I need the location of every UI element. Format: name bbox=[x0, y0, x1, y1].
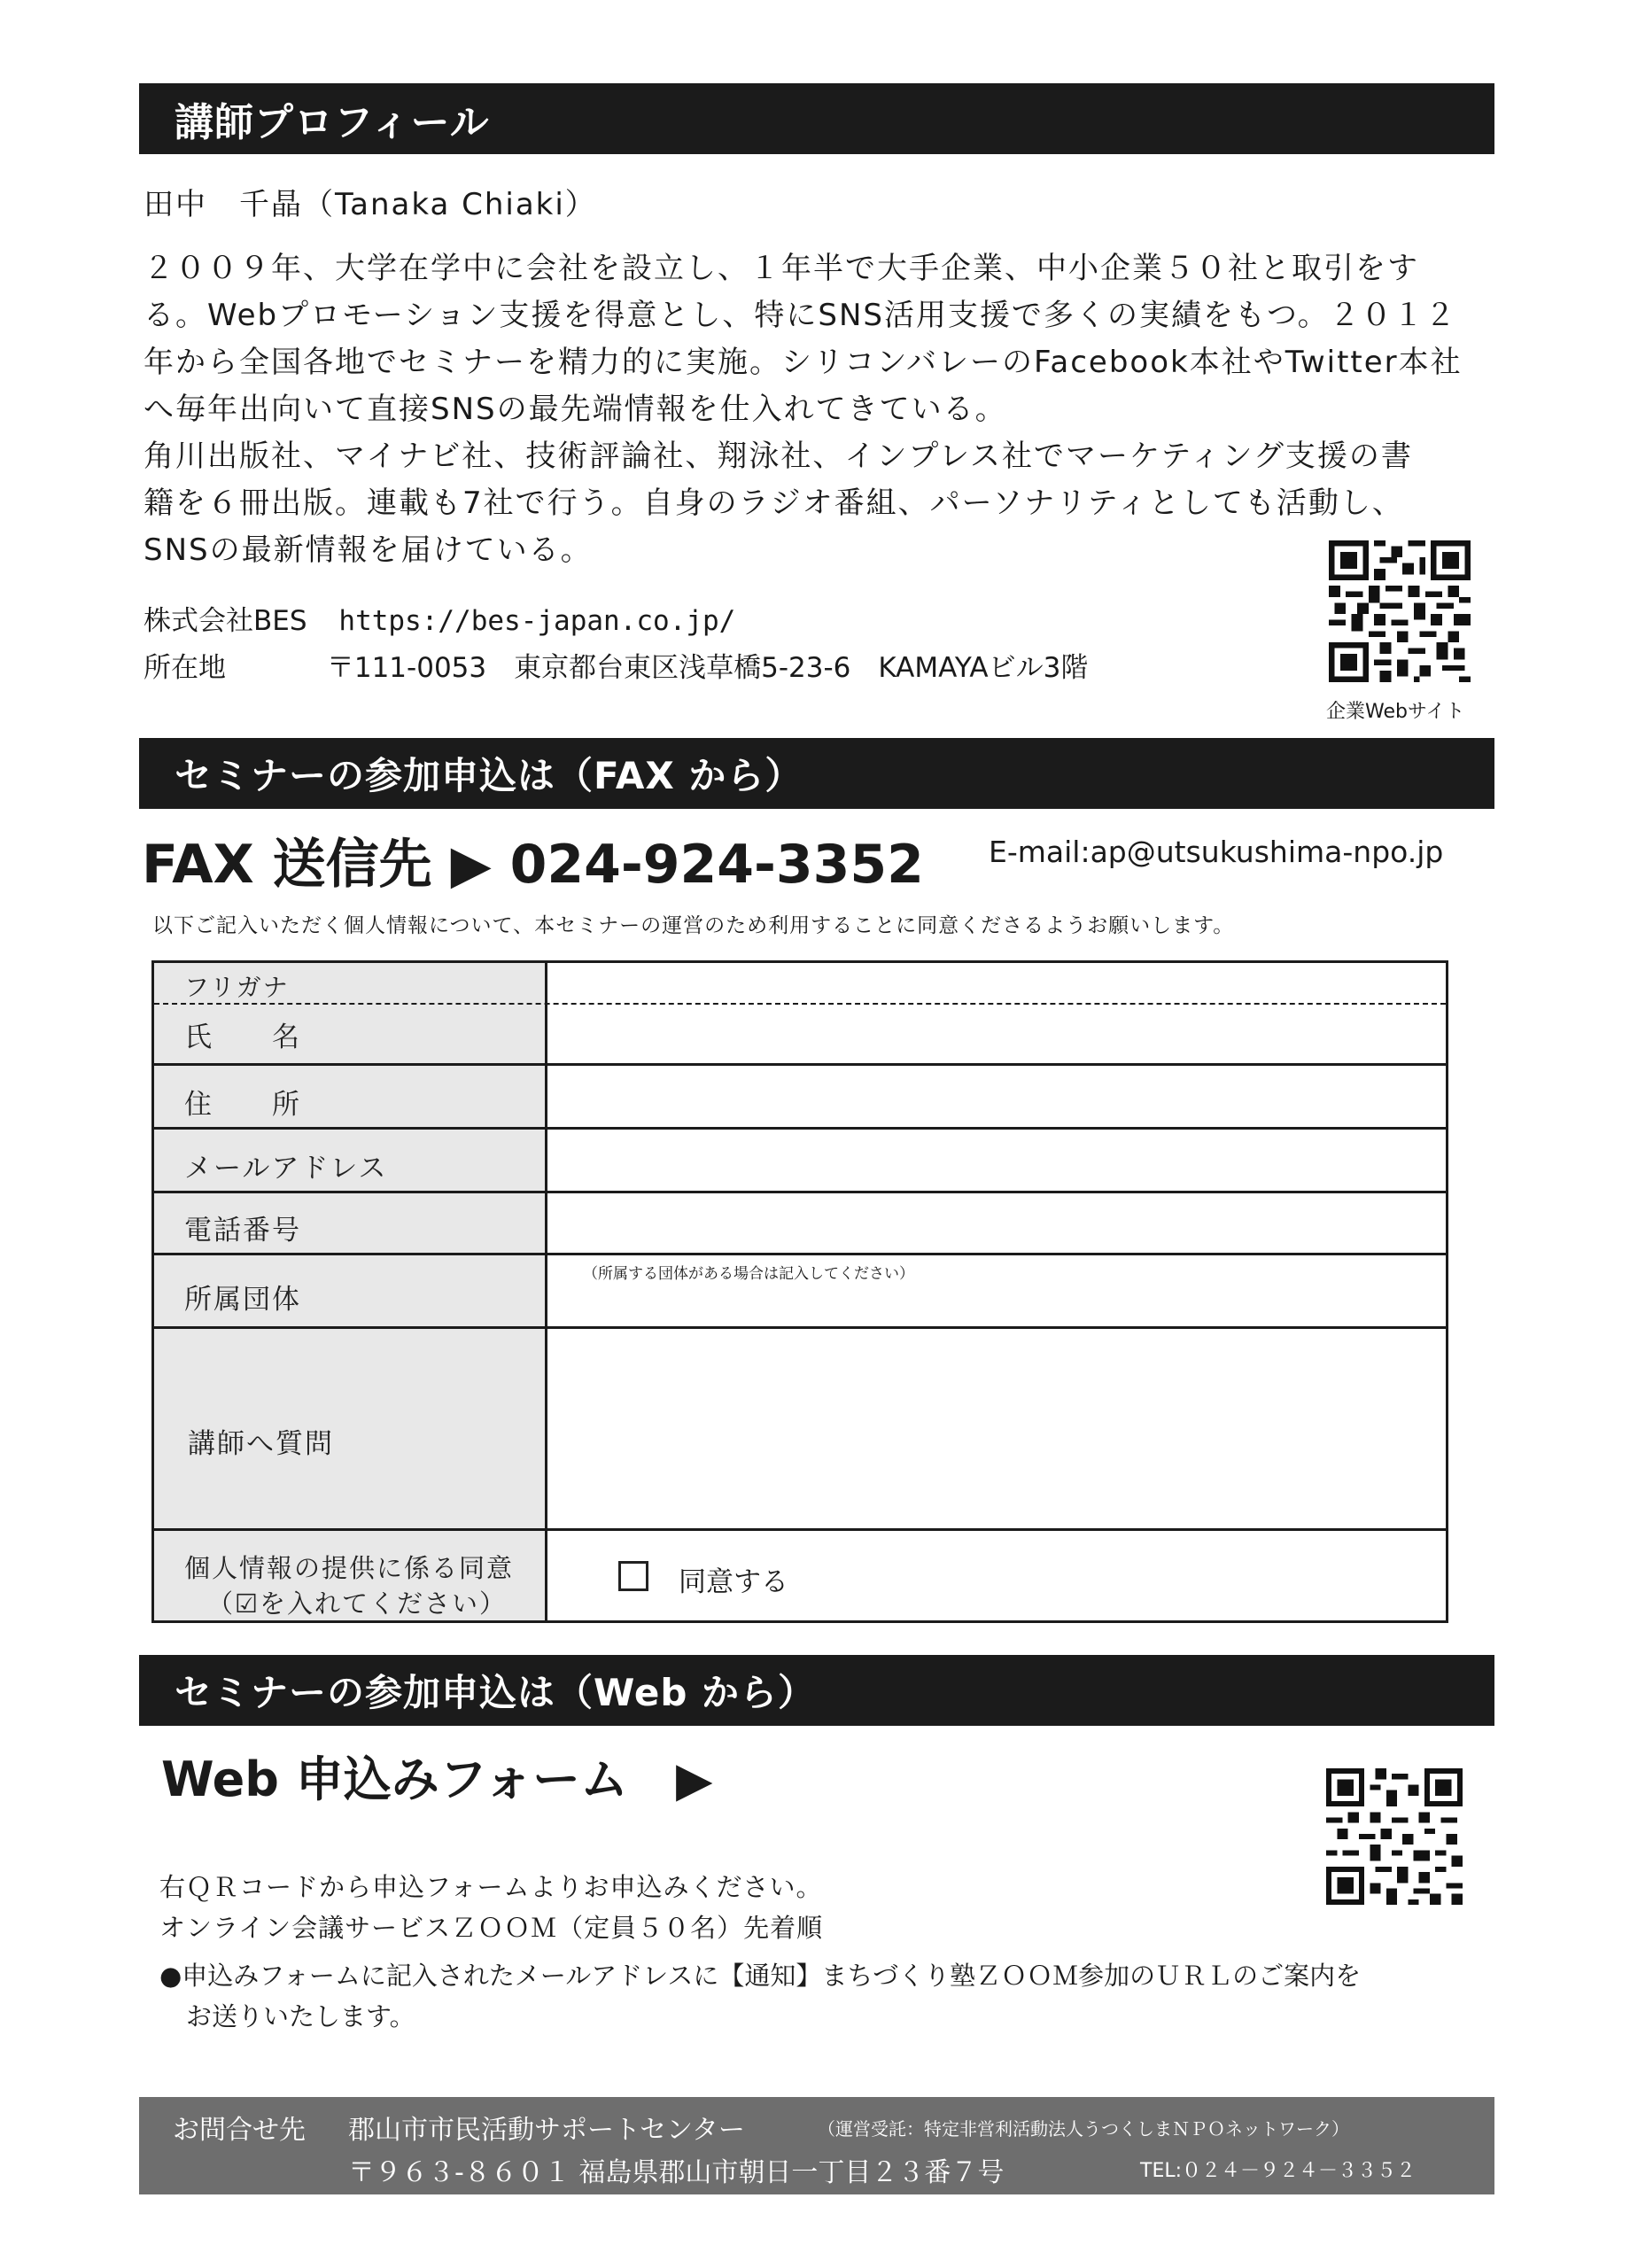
fax-label: FAX 送信先 bbox=[142, 834, 432, 896]
address-row bbox=[154, 1063, 1446, 1127]
question-field-label: 講師へ質問 bbox=[188, 1428, 334, 1460]
lecturer-bio bbox=[144, 245, 1508, 574]
question-label-cell bbox=[154, 1329, 547, 1528]
footer-address: 〒９６３-８６０１ 福島県郡山市朝日一丁目２３番７号 bbox=[348, 2157, 1005, 2188]
bio-line: ２００９年、大学在学中に会社を設立し、１年半で大手企業、中小企業５０社と取引をす bbox=[144, 251, 1419, 286]
application-form bbox=[151, 960, 1448, 1623]
email-row bbox=[154, 1127, 1446, 1191]
web-line-1: 右ＱＲコードから申込フォームよりお申込みください。 bbox=[159, 1872, 823, 1902]
phone-field-label: 電話番号 bbox=[184, 1215, 301, 1247]
email-label-cell bbox=[154, 1130, 547, 1191]
consent-checkbox[interactable] bbox=[618, 1561, 648, 1591]
name-input-cell[interactable] bbox=[547, 963, 1446, 1063]
footer-label: お問合せ先 bbox=[173, 2115, 306, 2146]
footer-operator: （運営受託：特定非営利活動法人うつくしまＮＰＯネットワーク） bbox=[818, 2118, 1349, 2140]
fax-heading-bar bbox=[139, 738, 1494, 809]
web-note-line-1: ●申込みフォームに記入されたメールアドレスに【通知】まちづくり塾ＺＯＯＭ参加のＵＲＬのご案内を bbox=[159, 1961, 1362, 1991]
organization-hint: （所属する団体がある場合は記入してください） bbox=[583, 1265, 914, 1283]
company-row bbox=[144, 598, 735, 638]
organization-input[interactable] bbox=[547, 1255, 1446, 1326]
web-line-2: オンライン会議サービスＺＯＯＭ（定員５０名）先着順 bbox=[159, 1913, 824, 1943]
web-note-line-2: お送りいたします。 bbox=[186, 2001, 415, 2031]
fax-number: 024-924-3352 bbox=[509, 834, 924, 896]
question-row bbox=[154, 1326, 1446, 1528]
web-form-title[interactable]: Web 申込みフォーム ▶ bbox=[161, 1751, 713, 1807]
address-label-cell bbox=[154, 1066, 547, 1127]
consent-label-cell bbox=[154, 1531, 547, 1620]
consent-field-label: 個人情報の提供に係る同意 bbox=[184, 1553, 515, 1583]
consent-cell bbox=[547, 1531, 1446, 1620]
address-label: 所在地 bbox=[144, 652, 226, 684]
bio-line: 籍を６冊出版。連載も7社で行う。自身のラジオ番組、パーソナリティとしても活動し、 bbox=[144, 485, 1404, 521]
company-url-link[interactable]: https://bes-japan.co.jp/ bbox=[338, 605, 736, 637]
name-input[interactable] bbox=[547, 1006, 1446, 1063]
address-row bbox=[144, 645, 1088, 685]
organization-field-label: 所属団体 bbox=[184, 1284, 301, 1316]
consent-note: 以下ご記入いただく個人情報について、本セミナーの運営のため利用することに同意くださるようお願いします。 bbox=[152, 914, 1235, 937]
consent-row bbox=[154, 1528, 1446, 1620]
furigana-input[interactable] bbox=[547, 963, 1446, 1003]
organization-row bbox=[154, 1253, 1446, 1326]
lecturer-name: 田中 千晶（Tanaka Chiaki） bbox=[144, 187, 597, 222]
email-input[interactable] bbox=[547, 1130, 1446, 1191]
company-address: 〒111-0053 東京都台東区浅草橋5-23-6 KAMAYAビル3階 bbox=[326, 652, 1089, 684]
furigana-divider bbox=[154, 1003, 1446, 1005]
question-input[interactable] bbox=[547, 1329, 1446, 1528]
company-qr-code-icon[interactable] bbox=[1329, 540, 1471, 682]
qr-caption: 企業Webサイト bbox=[1326, 701, 1465, 723]
fax-heading: セミナーの参加申込は（FAX から） bbox=[175, 754, 803, 797]
bio-line: へ毎年出向いて直接SNSの最先端情報を仕入れてきている。 bbox=[144, 392, 1007, 427]
bio-line: SNSの最新情報を届けている。 bbox=[144, 532, 593, 568]
phone-row bbox=[154, 1191, 1446, 1253]
email-field-label: メールアドレス bbox=[184, 1153, 388, 1184]
bio-line: 角川出版社、マイナビ社、技術評論社、翔泳社、インプレス社でマーケティング支援の書 bbox=[144, 439, 1413, 474]
address-field-label: 住 所 bbox=[184, 1089, 301, 1121]
profile-heading: 講師プロフィール bbox=[175, 100, 490, 145]
fax-destination bbox=[142, 822, 924, 898]
address-input[interactable] bbox=[547, 1066, 1446, 1127]
consent-option-label: 同意する bbox=[679, 1566, 788, 1598]
contact-email-link[interactable]: E-mail:ap@utsukushima-npo.jp bbox=[989, 835, 1444, 869]
name-label: 氏 名 bbox=[184, 1021, 301, 1053]
web-heading-bar bbox=[139, 1655, 1494, 1726]
bio-line: る。Webプロモーション支援を得意とし、特にSNS活用支援で多くの実績をもつ。２０１２ bbox=[144, 298, 1457, 333]
play-arrow-icon: ▶ bbox=[450, 834, 492, 896]
footer-org: 郡山市市民活動サポートセンター bbox=[348, 2115, 745, 2146]
name-label-cell bbox=[154, 963, 547, 1063]
contact-footer bbox=[139, 2097, 1494, 2194]
consent-field-hint: （☑を入れてください） bbox=[207, 1588, 507, 1619]
phone-input[interactable] bbox=[547, 1193, 1446, 1253]
footer-tel: TEL:０２４－９２４－３３５２ bbox=[1140, 2160, 1417, 2182]
organization-label-cell bbox=[154, 1255, 547, 1326]
company-name: 株式会社BES bbox=[144, 605, 307, 637]
profile-heading-bar bbox=[139, 83, 1494, 154]
furigana-label: フリガナ bbox=[184, 973, 290, 1002]
web-heading: セミナーの参加申込は（Web から） bbox=[175, 1671, 817, 1714]
name-row bbox=[154, 963, 1446, 1063]
bio-line: 年から全国各地でセミナーを精力的に実施。シリコンバレーのFacebook本社やTwitter本社 bbox=[144, 345, 1463, 380]
phone-label-cell bbox=[154, 1193, 547, 1253]
web-form-qr-code-icon[interactable] bbox=[1326, 1768, 1463, 1905]
